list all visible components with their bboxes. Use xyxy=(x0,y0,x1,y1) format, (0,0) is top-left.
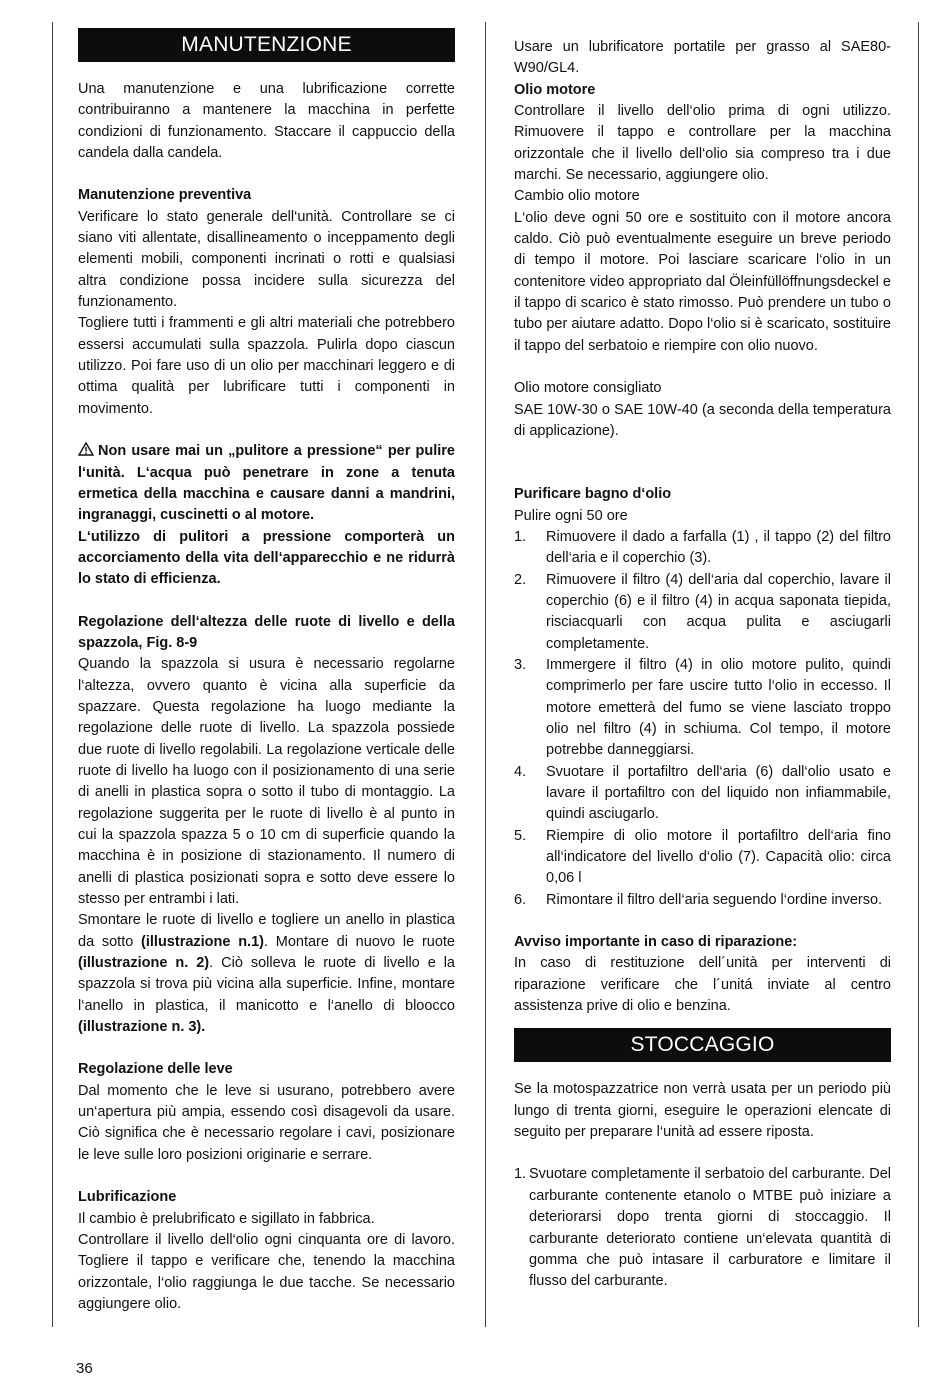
height-title: Regolazione dell‘altezza delle ruote di livello e della spazzola, Fig. 8-9 xyxy=(78,613,455,651)
column-rule-left xyxy=(52,22,53,1327)
repair-notice-title: Avviso importante in caso di riparazione: xyxy=(514,934,798,951)
oil-bath-steps xyxy=(514,527,891,911)
warning-text-1: Non usare mai un „pulitore a pressione“ per pulire l‘unità. L‘acqua può penetrare in zone a tenuta ermetica della macchina e causare danni a mandrini, ingranaggi, cuscinetti o al motore. xyxy=(78,443,455,524)
warning-paragraph-1 xyxy=(78,441,455,526)
right-column xyxy=(514,37,891,1293)
height-text-a: Smontare le ruote di livello e togliere un anello in plastica da sotto xyxy=(78,912,455,950)
storage-steps xyxy=(514,1164,891,1292)
recommended-oil-paragraph: SAE 10W-30 o SAE 10W-40 (a seconda della temperatura di applicazione). xyxy=(514,401,891,439)
storage-step xyxy=(514,1164,891,1292)
oil-change-paragraph: L‘olio deve ogni 50 ore e sostituito con il motore ancora caldo. Ciò può eventualmente eseguire un breve periodo di tempo il motore. Poi lasciare scaricare l‘olio in un contenitore video appropriato dal Öleinfüllöffnungsdeckel e il tappo di scarico è stato rimosso. Può prendere un tubo o tubo per aiutare adatto. Dopo l‘olio si è scaricato, sostituire il tappo del serbatoio e riempire con olio nuovo. xyxy=(514,209,891,354)
oil-bath-step-number: 2. xyxy=(514,571,527,588)
oil-bath-step-text: Riempire di olio motore il portafiltro dell‘aria fino all‘indicatore del livello d‘olio (7). Capacità olio: circa 0,06 l xyxy=(546,827,891,887)
oil-bath-step-number: 6. xyxy=(514,891,527,908)
oil-bath-step-text: Rimuovere il dado a farfalla (1) , il tappo (2) del filtro dell‘aria e il coperchio (3). xyxy=(546,528,891,567)
intro-paragraph: Una manutenzione e una lubrificazione corrette contribuiranno a mantenere la macchina in perfette condizioni di funzionamento. Staccare il cappuccio della candela dalla candela. xyxy=(78,81,455,162)
lubrication-paragraph-2: Controllare il livello dell‘olio ogni cinquanta ore di lavoro. Togliere il tappo e verificare che, tenendo la macchina orizzontale, l‘olio raggiunga le due tacche. Se necessario aggiungere olio. xyxy=(78,1231,455,1312)
oil-bath-step-text: Svuotare il portafiltro dell‘aria (6) dall‘olio usato e lavare il portafiltro con del liquido non infiammabile, quindi asciugarlo. xyxy=(546,763,891,823)
oil-bath-step-number: 5. xyxy=(514,827,527,844)
left-column xyxy=(78,28,455,1315)
section-header-manutenzione: MANUTENZIONE xyxy=(78,28,455,62)
oil-bath-step-number: 3. xyxy=(514,656,527,673)
oil-bath-step-text: Rimuovere il filtro (4) dell‘aria dal coperchio, lavare il coperchio (6) e il filtro (4) in acqua saponata tiepida, risciacquarli con acqua pulita e asciugarli completamente. xyxy=(546,571,891,652)
illustration-ref-3: (illustrazione n. 3). xyxy=(78,1019,206,1036)
oil-change-title: Cambio olio motore xyxy=(514,188,640,205)
preventive-paragraph-2: Togliere tutti i frammenti e gli altri materiali che potrebbero essersi accumulati sulla spazzola. Pulirla dopo ciascun utilizzo. Poi fare uso di un olio per macchinari leggero e di ottima qualità per lubrificare tutti i componenti in movimento. xyxy=(78,315,455,417)
storage-step-number: 1. xyxy=(514,1166,527,1183)
height-text-c: . Montare di nuovo le ruote xyxy=(263,933,455,950)
oil-bath-step-number: 1. xyxy=(514,528,527,545)
illustration-ref-1: (illustrazione n.1) xyxy=(141,933,264,950)
levers-title: Regolazione delle leve xyxy=(78,1061,233,1078)
oil-bath-title: Purificare bagno d‘olio xyxy=(514,486,672,503)
repair-notice-paragraph: In caso di restituzione dell´unità per interventi di riparazione verificare che l´unitá inviate al centro assistenza prive di olio e benzina. xyxy=(514,955,891,1015)
oil-bath-step xyxy=(514,890,891,911)
oil-bath-step xyxy=(514,527,891,570)
warning-paragraph-2: L‘utilizzo di pulitori a pressione comporterà un accorciamento della vita dell‘apparecchio e ne ridurrà lo stato di efficienza. xyxy=(78,528,455,588)
storage-paragraph: Se la motospazzatrice non verrà usata per un periodo più lungo di trenta giorni, eseguire le operazioni elencate di seguito per preparare l‘unità ad essere riposta. xyxy=(514,1081,891,1141)
section-header-stoccaggio: STOCCAGGIO xyxy=(514,1028,891,1062)
preventive-title: Manutenzione preventiva xyxy=(78,187,252,204)
oil-bath-step xyxy=(514,826,891,890)
storage-step-text: Svuotare completamente il serbatoio del carburante. Del carburante contenente etanolo o MTBE può iniziare a deteriorarsi dopo trenta giorni di stoccaggio. Il carburante deteriorato contiene un‘elevata quantità di gomma che può intasare il carburatore e limitare il flusso del carburante. xyxy=(529,1166,891,1290)
oil-bath-step-text: Immergere il filtro (4) in olio motore pulito, quindi comprimerlo per fare uscire tutto l‘olio in eccesso. Il motore emetterà del fumo se viene lasciato troppo olio nel filtro (4) in schiuma. Col tempo, il motore potrebbe danneggiarsi. xyxy=(546,656,891,759)
oil-bath-step xyxy=(514,655,891,762)
column-rule-center xyxy=(485,22,486,1327)
lubrication-title: Lubrificazione xyxy=(78,1189,177,1206)
oil-bath-step xyxy=(514,762,891,826)
illustration-ref-2: (illustrazione n. 2) xyxy=(78,955,210,972)
oil-bath-step-text: Rimontare il filtro dell‘aria seguendo l‘ordine inverso. xyxy=(546,891,883,908)
height-paragraph-1: Quando la spazzola si usura è necessario regolarne l‘altezza, ovvero quanto è vicina alla superficie da spazzare. Questa regolazione ha luogo mediante la regolazione delle ruote di livello. La spazzola possiede due ruote di livello regolabili. La regolazione verticale delle ruote di livello ha luogo con il posizionamento di una serie di anelli in plastica sopra o sotto il tubo di montaggio. La regolazione suggerita per le ruote di livello è al punto in cui la spazzola spazza 5 o 10 cm di superficie quando la macchina è in posizione di stazionamento. Il numero di anelli di plastica posizionati sopra e sotto deve essere lo stesso per entrambi i lati. xyxy=(78,656,455,908)
column-rule-right xyxy=(918,22,919,1327)
lubrication-paragraph-1: Il cambio è prelubrificato e sigillato in fabbrica. xyxy=(78,1210,375,1227)
engine-oil-title: Olio motore xyxy=(514,81,596,98)
page-number: 36 xyxy=(76,1360,93,1377)
height-paragraph-2 xyxy=(78,910,455,1038)
recommended-oil-title: Olio motore consigliato xyxy=(514,380,662,397)
warning-icon xyxy=(78,442,94,456)
levers-paragraph: Dal momento che le leve si usurano, potrebbero avere un‘apertura più ampia, essendo così disagevoli da usare. Ciò significa che è necessario regolare i cavi, posizionare le leve sulle loro posizioni originarie e serrare. xyxy=(78,1082,455,1163)
oil-bath-step-number: 4. xyxy=(514,763,527,780)
oil-bath-step xyxy=(514,570,891,655)
height-text-e: . Ciò solleva le ruote di livello e la spazzola si trova più vicina alla superficie. Infine, montare l‘anello in plastica, il manicotto e l‘anello di bloocco xyxy=(78,955,456,1014)
engine-oil-paragraph: Controllare il livello dell‘olio prima di ogni utilizzo. Rimuovere il tappo e controllare per la macchina orizzontale che il livello dell‘olio sia compreso tra i due marchi. Se necessario, aggiungere olio. xyxy=(514,103,891,184)
preventive-paragraph-1: Verificare lo stato generale dell‘unità. Controllare se ci siano viti allentate, disallineamento o inceppamento degli elementi mobili, componenti incrinati o rotti e qualsiasi altra condizione possa incidere sulla sicurezza del funzionamento. xyxy=(78,208,455,311)
oil-bath-subtitle: Pulire ogni 50 ore xyxy=(514,507,628,524)
grease-paragraph: Usare un lubrificatore portatile per grasso al SAE80-W90/GL4. xyxy=(514,39,891,77)
